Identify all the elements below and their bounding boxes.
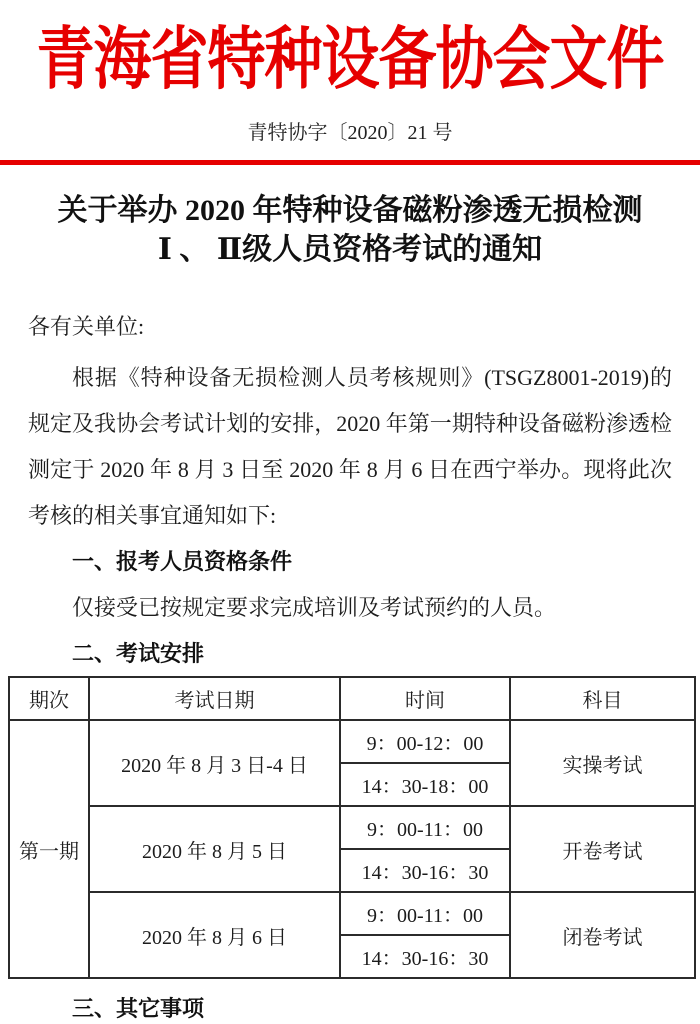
section2-heading: 二、考试安排 [72, 641, 205, 666]
header-cell-time: 时间 [340, 677, 510, 720]
table-row [9, 806, 695, 849]
intro-paragraph: 根据《特种设备无损检测人员考核规则》(TSGZ8001-2019)的规定及我协会考试计划的安排，2020 年第一期特种设备磁粉渗透检测定于 2020 年 8 月 3 日至 2020 年 8 月 6 日在西宁举办。现将此次考核的相关事宜通知如下: [28, 365, 672, 528]
official-document-page [0, 12, 700, 1020]
period-cell: 第一期 [9, 720, 89, 978]
document-footer-section [0, 994, 700, 1024]
letterhead-org-title [0, 12, 700, 108]
date-cell-group2: 2020 年 8 月 5 日 [89, 806, 340, 892]
header-cell-subject: 科目 [510, 677, 695, 720]
table-row [9, 892, 695, 935]
letterhead-org-title-text: 青海省特种设备协会文件 [36, 21, 664, 98]
section1-text: 仅接受已按规定要求完成培训及考试预约的人员。 [72, 595, 557, 620]
time-cell-group3-am: 9：00-11：00 [340, 892, 510, 935]
exam-schedule-table-wrap [0, 676, 700, 979]
subject-cell-group2: 开卷考试 [510, 806, 695, 892]
document-title-line2: Ⅰ 、 Ⅱ级人员资格考试的通知 [157, 233, 543, 266]
date-cell-group1: 2020 年 8 月 3 日-4 日 [89, 720, 340, 806]
salutation: 各有关单位: [28, 314, 145, 339]
subject-cell-group1: 实操考试 [510, 720, 695, 806]
subject-cell-group3: 闭卷考试 [510, 892, 695, 978]
table-header-row [9, 677, 695, 720]
exam-schedule-table [8, 676, 696, 979]
red-divider-rule [0, 160, 700, 165]
document-body [0, 313, 700, 669]
time-cell-group2-pm: 14：30-16：30 [340, 849, 510, 892]
time-cell-group1-pm: 14：30-18：00 [340, 763, 510, 806]
header-cell-period: 期次 [9, 677, 89, 720]
table-row [9, 720, 695, 763]
document-title-line1: 关于举办 2020 年特种设备磁粉渗透无损检测 [57, 194, 643, 227]
time-cell-group3-pm: 14：30-16：30 [340, 935, 510, 978]
header-cell-date: 考试日期 [89, 677, 340, 720]
date-cell-group3: 2020 年 8 月 6 日 [89, 892, 340, 978]
section3-heading: 三、其它事项 [72, 996, 205, 1021]
section1-heading: 一、报考人员资格条件 [72, 549, 293, 574]
time-cell-group2-am: 9：00-11：00 [340, 806, 510, 849]
document-number: 青特协字〔2020〕21 号 [247, 122, 453, 144]
time-cell-group1-am: 9：00-12：00 [340, 720, 510, 763]
document-title [0, 191, 700, 269]
